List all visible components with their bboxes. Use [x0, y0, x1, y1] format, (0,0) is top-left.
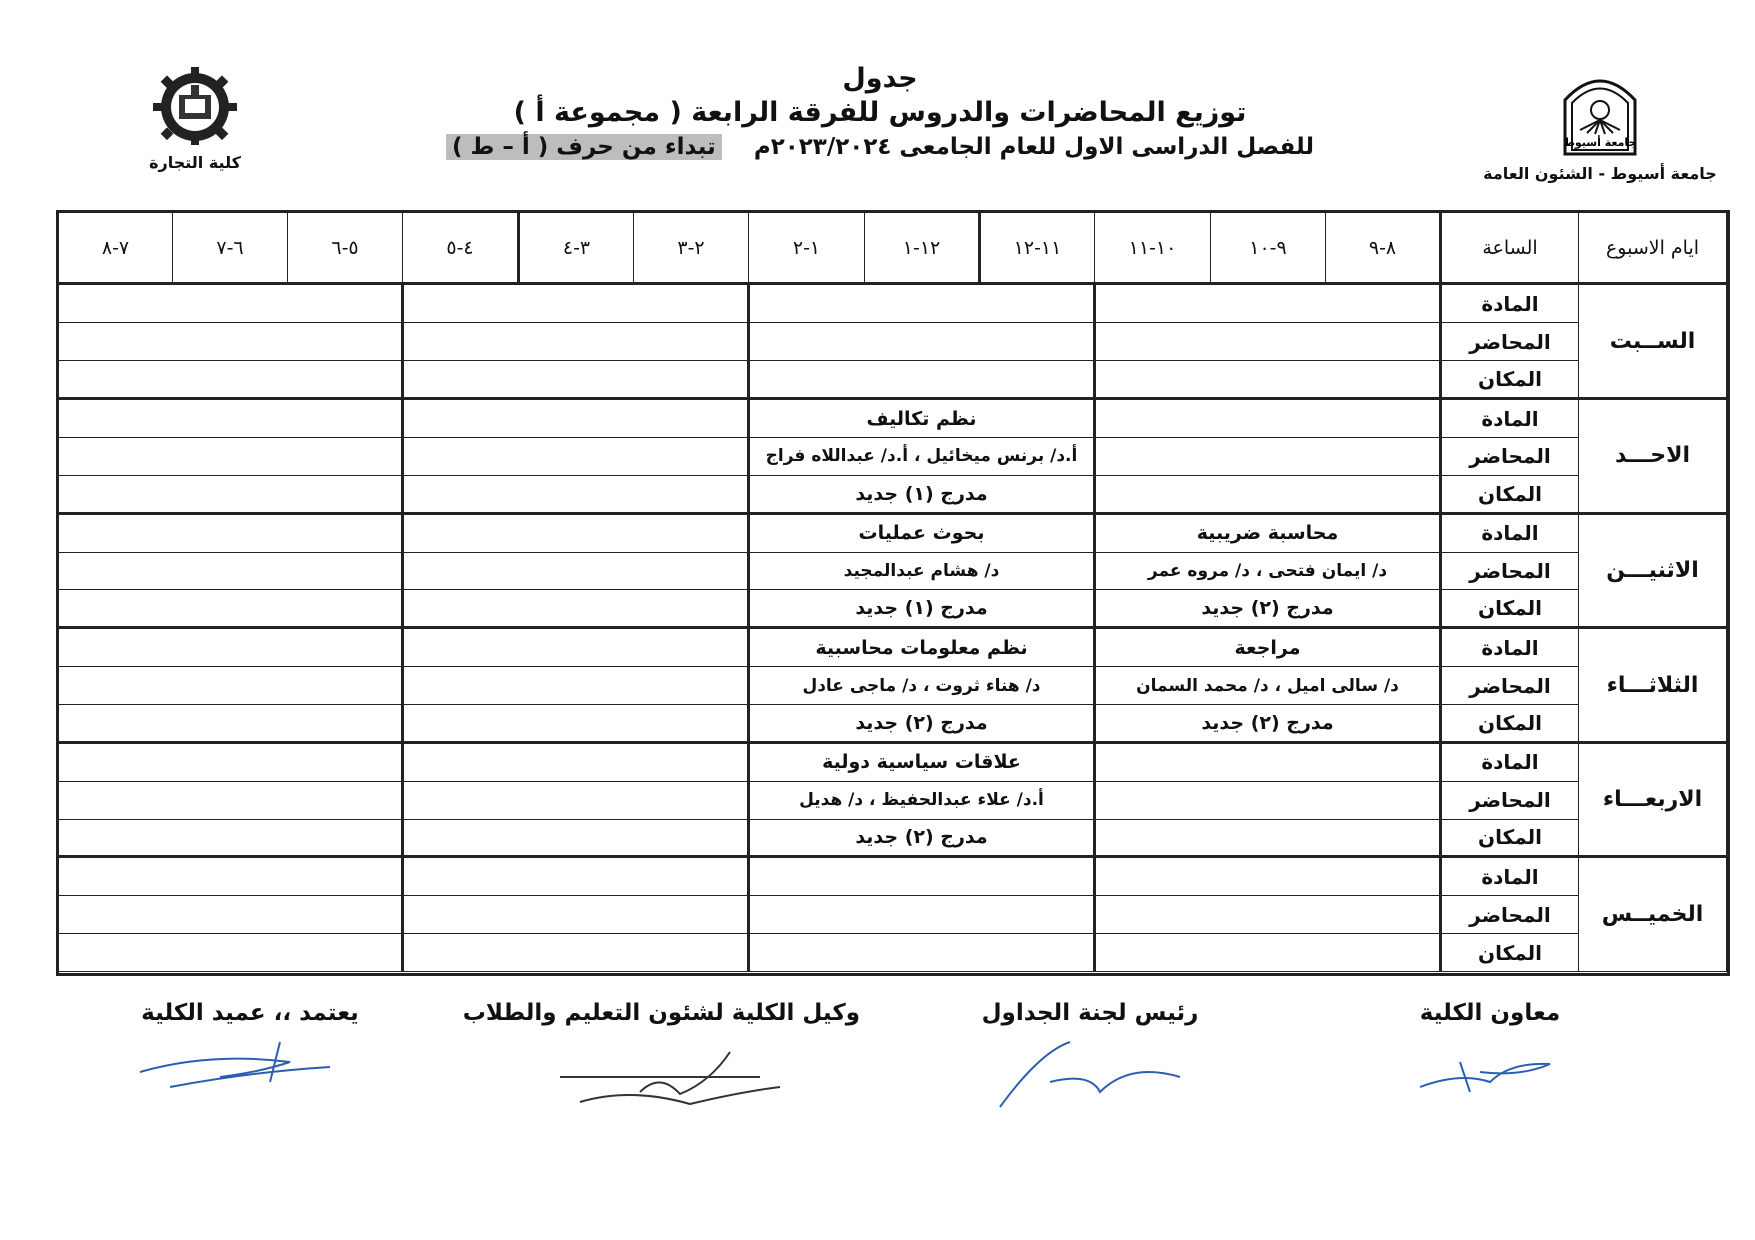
signature-dean	[130, 1000, 370, 1102]
session-cell-midday: نظم تكاليف	[749, 399, 1095, 438]
session-cell-midday: علاقات سياسية دولية	[749, 742, 1095, 781]
schedule-row	[59, 857, 1727, 896]
row-label: المحاضر	[1441, 323, 1579, 361]
day-name: الســبت	[1579, 284, 1727, 399]
row-label: المادة	[1441, 399, 1579, 438]
session-cell-evening	[59, 704, 403, 742]
header-letter-range: تبداء من حرف ( أ – ط )	[446, 134, 722, 160]
faculty-emblem-icon	[149, 65, 241, 145]
session-cell-evening	[59, 475, 403, 513]
handwritten-signature-icon	[1400, 1032, 1580, 1102]
time-slot-10: ٥-٦	[288, 213, 403, 284]
schedule-row	[59, 781, 1727, 819]
session-cell-morning	[1095, 437, 1441, 475]
time-slot-8: ٣-٤	[519, 213, 634, 284]
session-cell-afternoon	[403, 399, 749, 438]
session-cell-afternoon	[403, 323, 749, 361]
session-cell-morning	[1095, 399, 1441, 438]
session-cell-afternoon	[403, 704, 749, 742]
session-cell-evening	[59, 628, 403, 667]
row-label: المادة	[1441, 628, 1579, 667]
session-cell-evening	[59, 667, 403, 705]
svg-text:جامعة أسيوط: جامعة أسيوط	[1563, 136, 1637, 149]
header-hour-cell: الساعة	[1441, 213, 1579, 284]
session-cell-morning: د/ سالى اميل ، د/ محمد السمان	[1095, 667, 1441, 705]
faculty-caption: كلية التجارة	[149, 153, 241, 172]
signature-assistant	[1400, 1000, 1580, 1102]
session-cell-morning: محاسبة ضريبية	[1095, 513, 1441, 552]
schedule-row	[59, 590, 1727, 628]
schedule-row	[59, 552, 1727, 590]
session-cell-evening	[59, 896, 403, 934]
time-slot-3: ١٠-١١	[1095, 213, 1211, 284]
session-cell-morning	[1095, 361, 1441, 399]
signature-dean-title: يعتمد ،، عميد الكلية	[141, 1000, 359, 1026]
schedule-row	[59, 323, 1727, 361]
session-cell-morning	[1095, 323, 1441, 361]
session-cell-afternoon	[403, 284, 749, 323]
session-cell-evening	[59, 857, 403, 896]
session-cell-afternoon	[403, 628, 749, 667]
session-cell-evening	[59, 590, 403, 628]
session-cell-evening	[59, 284, 403, 323]
session-cell-midday: د/ هشام عبدالمجيد	[749, 552, 1095, 590]
session-cell-midday: أ.د/ علاء عبدالحفيظ ، د/ هديل	[749, 781, 1095, 819]
session-cell-afternoon	[403, 742, 749, 781]
session-cell-evening	[59, 819, 403, 857]
session-cell-midday	[749, 361, 1095, 399]
row-label: المحاضر	[1441, 896, 1579, 934]
session-cell-evening	[59, 552, 403, 590]
table-header-row	[59, 213, 1727, 284]
row-label: المكان	[1441, 704, 1579, 742]
session-cell-morning	[1095, 934, 1441, 972]
session-cell-afternoon	[403, 513, 749, 552]
session-cell-afternoon	[403, 896, 749, 934]
session-cell-afternoon	[403, 361, 749, 399]
session-cell-morning	[1095, 896, 1441, 934]
session-cell-afternoon	[403, 437, 749, 475]
session-cell-morning: مدرج (٢) جديد	[1095, 704, 1441, 742]
time-slot-11: ٦-٧	[173, 213, 288, 284]
time-slot-4: ١١-١٢	[980, 213, 1095, 284]
row-label: المحاضر	[1441, 781, 1579, 819]
row-label: المادة	[1441, 284, 1579, 323]
session-cell-morning	[1095, 781, 1441, 819]
session-cell-morning	[1095, 742, 1441, 781]
session-cell-morning	[1095, 475, 1441, 513]
schedule-row	[59, 667, 1727, 705]
row-label: المادة	[1441, 857, 1579, 896]
session-cell-morning: مراجعة	[1095, 628, 1441, 667]
session-cell-midday: د/ هناء ثروت ، د/ ماجى عادل	[749, 667, 1095, 705]
university-emblem-icon	[1555, 70, 1645, 156]
row-label: المكان	[1441, 361, 1579, 399]
session-cell-midday	[749, 857, 1095, 896]
session-cell-midday: مدرج (١) جديد	[749, 475, 1095, 513]
session-cell-morning	[1095, 857, 1441, 896]
header-subtitle: توزيع المحاضرات والدروس للفرقة الرابعة ( مجموعة أ )	[513, 97, 1247, 128]
day-name: الاحـــد	[1579, 399, 1727, 514]
row-label: المحاضر	[1441, 552, 1579, 590]
signature-committee-head	[960, 1000, 1220, 1112]
handwritten-signature-icon	[130, 1032, 370, 1102]
session-cell-evening	[59, 781, 403, 819]
session-cell-evening	[59, 437, 403, 475]
session-cell-afternoon	[403, 781, 749, 819]
session-cell-midday	[749, 934, 1095, 972]
session-cell-midday: مدرج (١) جديد	[749, 590, 1095, 628]
session-cell-morning: د/ ايمان فتحى ، د/ مروه عمر	[1095, 552, 1441, 590]
session-cell-morning	[1095, 284, 1441, 323]
session-cell-afternoon	[403, 934, 749, 972]
session-cell-evening	[59, 934, 403, 972]
header-semester: للفصل الدراسى الاول للعام الجامعى ٢٠٢٣/٢٠٢٤م	[753, 134, 1315, 160]
session-cell-afternoon	[403, 552, 749, 590]
time-slot-5: ١٢-١	[865, 213, 980, 284]
session-cell-midday	[749, 284, 1095, 323]
row-label: المكان	[1441, 475, 1579, 513]
time-slot-1: ٨-٩	[1326, 213, 1441, 284]
session-cell-midday: نظم معلومات محاسبية	[749, 628, 1095, 667]
faculty-logo	[120, 65, 270, 172]
row-label: المحاضر	[1441, 437, 1579, 475]
schedule-row	[59, 742, 1727, 781]
schedule-row	[59, 399, 1727, 438]
document-header	[420, 62, 1340, 164]
session-cell-afternoon	[403, 819, 749, 857]
time-slot-9: ٤-٥	[403, 213, 519, 284]
header-title: جدول	[842, 63, 918, 94]
session-cell-evening	[59, 513, 403, 552]
session-cell-evening	[59, 742, 403, 781]
session-cell-afternoon	[403, 667, 749, 705]
university-logo	[1475, 70, 1725, 183]
schedule-row	[59, 934, 1727, 972]
row-label: المكان	[1441, 819, 1579, 857]
time-slot-7: ٢-٣	[634, 213, 749, 284]
session-cell-evening	[59, 361, 403, 399]
session-cell-midday	[749, 323, 1095, 361]
session-cell-evening	[59, 323, 403, 361]
header-semester-line	[420, 130, 1340, 164]
session-cell-midday: بحوث عمليات	[749, 513, 1095, 552]
schedule-row	[59, 628, 1727, 667]
time-slot-2: ٩-١٠	[1211, 213, 1326, 284]
day-name: الخميــس	[1579, 857, 1727, 972]
row-label: المحاضر	[1441, 667, 1579, 705]
session-cell-midday: مدرج (٢) جديد	[749, 704, 1095, 742]
session-cell-evening	[59, 399, 403, 438]
schedule-row	[59, 513, 1727, 552]
session-cell-afternoon	[403, 590, 749, 628]
schedule-row	[59, 704, 1727, 742]
day-name: الاثنيـــن	[1579, 513, 1727, 628]
day-name: الاربعـــاء	[1579, 742, 1727, 857]
row-label: المكان	[1441, 590, 1579, 628]
session-cell-midday	[749, 896, 1095, 934]
time-slot-6: ١-٢	[749, 213, 865, 284]
row-label: المادة	[1441, 513, 1579, 552]
row-label: المكان	[1441, 934, 1579, 972]
session-cell-midday: أ.د/ برنس ميخائيل ، أ.د/ عبداللاه فراج	[749, 437, 1095, 475]
time-slot-12: ٧-٨	[59, 213, 173, 284]
university-caption: جامعة أسيوط - الشئون العامة	[1483, 164, 1717, 183]
session-cell-midday: مدرج (٢) جديد	[749, 819, 1095, 857]
schedule-row	[59, 361, 1727, 399]
session-cell-afternoon	[403, 857, 749, 896]
signature-assistant-title: معاون الكلية	[1419, 1000, 1561, 1026]
signature-committee-title: رئيس لجنة الجداول	[981, 1000, 1199, 1026]
session-cell-afternoon	[403, 475, 749, 513]
handwritten-signature-icon	[980, 1032, 1200, 1112]
schedule-row	[59, 896, 1727, 934]
signature-vice-dean-title: وكيل الكلية لشئون التعليم والطلاب	[462, 1000, 860, 1026]
day-name: الثلاثـــاء	[1579, 628, 1727, 743]
handwritten-signature-icon	[540, 1032, 800, 1112]
schedule-table	[58, 212, 1727, 972]
header-days-cell: ايام الاسبوع	[1579, 213, 1727, 284]
schedule-row	[59, 437, 1727, 475]
row-label: المادة	[1441, 742, 1579, 781]
schedule-row	[59, 475, 1727, 513]
session-cell-morning: مدرج (٢) جديد	[1095, 590, 1441, 628]
schedule-row	[59, 284, 1727, 323]
session-cell-morning	[1095, 819, 1441, 857]
signature-vice-dean	[462, 1000, 860, 1112]
schedule-row	[59, 819, 1727, 857]
